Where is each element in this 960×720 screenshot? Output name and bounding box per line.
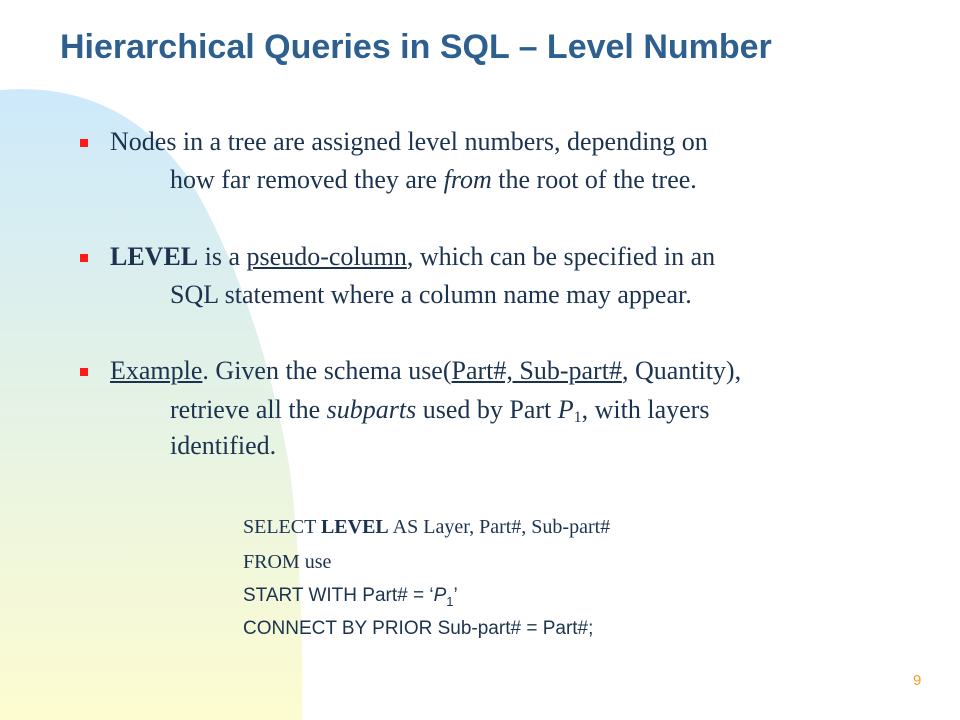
bullet-marker-1 xyxy=(80,139,88,147)
bullet-2-line-1: LEVEL is a pseudo-column, which can be specified in an xyxy=(110,242,716,271)
bullet-3-line-3: identified. xyxy=(170,431,277,460)
page-number: 9 xyxy=(913,672,922,689)
example-link[interactable]: Example xyxy=(110,356,203,385)
bullet-3-line-2: retrieve all the subparts used by Part $P_1$, with layers xyxy=(170,395,710,426)
schema-key-link[interactable]: Part#, Sub-part# xyxy=(451,356,622,385)
bullet-1-line-2: how far removed they are from the root of the tree. xyxy=(170,165,697,194)
sql-select-line: SELECT LEVEL AS Layer, Part#, Sub-part# xyxy=(243,516,611,538)
bullet-1-line-1: Nodes in a tree are assigned level numbers, depending on xyxy=(110,127,708,156)
bullet-2-line-2: SQL statement where a column name may appear. xyxy=(170,280,692,309)
bullet-marker-2 xyxy=(80,254,88,262)
slide-title: Hierarchical Queries in SQL – Level Number xyxy=(60,28,772,66)
sql-start-with-line: START WITH Part# = ‘$P_1$’ xyxy=(243,585,458,609)
sql-from-line: FROM use xyxy=(243,551,332,573)
bullet-3-line-1: Example. Given the schema use(Part#, Sub-part#, Quantity), xyxy=(110,356,742,385)
bullet-marker-3 xyxy=(80,368,88,376)
pseudo-column-link[interactable]: pseudo-column xyxy=(246,242,407,271)
sql-connect-by-line: CONNECT BY PRIOR Sub-part# = Part#; xyxy=(243,618,594,639)
